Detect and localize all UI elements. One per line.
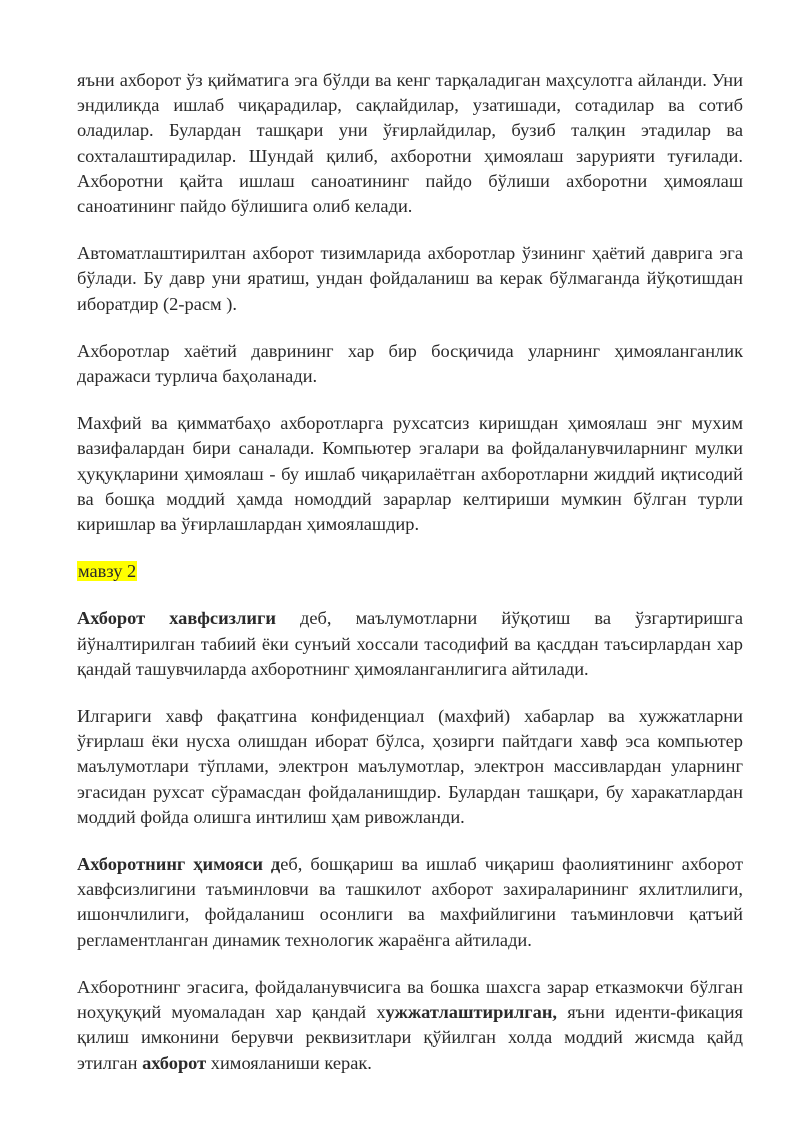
paragraph-8-text-c: химояланиши керак. — [206, 1052, 372, 1073]
paragraph-8-text-a: Ахборотнинг эгасига, фойдаланувчисига ва бошка шахсга зарар етказмокчи бўлган ноҳуқуқий муомаладан хар қандай х — [77, 976, 743, 1023]
paragraph-5-text: деб, маълумотларни йўқотиш ва ўзгартиришга йўналтирилган табиий ёки сунъий хоссали тасодифий ва қасддан таъсирлардан хар қандай ташувчиларда ахборотнинг ҳимояланганлигига айтилади. — [77, 608, 743, 679]
paragraph-8 — [77, 975, 743, 1076]
paragraph-2: Автоматлаштирилтан ахборот тизимларида ахборотлар ўзининг ҳаётий даврига эга бўлади. Бу давр уни яратиш, ундан фойдаланиш ва керак бўлмаганда йўқотишдан иборатдир (2-расм ). — [77, 243, 743, 314]
highlighted-heading: мавзу 2 — [78, 561, 137, 582]
section-heading — [77, 559, 743, 584]
paragraph-4: Махфий ва қимматбаҳо ахборотларга рухсатсиз киришдан ҳимоялаш энг мухим вазифалардан бири саналади. Компьютер эгалари ва фойдаланувчиларнинг мулки ҳуқуқларини ҳимоялаш - бу ишлаб чиқарилаётган ахборотларни жиддий иқтисодий ва бошқа моддий ҳамда номоддий зарарлар келтириши мумкин бўлган турли киришлар ва ўғирлашлардан ҳимоялашдир. — [77, 413, 743, 535]
term-information: ахборот — [142, 1052, 207, 1073]
paragraph-7-text: еб, бошқариш ва ишлаб чиқариш фаолиятининг ахборот хавфсизлигини таъминловчи ва ташкилот ахборот захираларининг яхлитлилиги, ишончлилиги, фойдаланиш осонлиги ва махфийлигини таъминловчи қатъий регламентланган динамик технологик жараёнга айтилади. — [77, 854, 744, 950]
paragraph-3: Ахборотлар хаётий даврининг хар бир босқичида уларнинг ҳимояланганлик даражаси турлича баҳоланади. — [77, 340, 743, 387]
term-info-security: Ахборот хавфсизлиги — [77, 608, 276, 629]
paragraph-6: Илгариги хавф фақатгина конфиденциал (махфий) хабарлар ва хужжатларни ўғирлаш ёки нусха олишдан иборат бўлса, ҳозирги пайтдаги хавф эса компьютер маълумотлари тўплами, электрон маълумотлар, электрон массивлардан уларнинг эгасидан рухсат сўрамасдан фойдаланишдир. Булардан ташқари, бу харакатлардан моддий фойда олишга интилиш ҳам ривожланди. — [77, 706, 743, 827]
paragraph-7 — [77, 852, 743, 953]
paragraph-1: яъни ахборот ўз қийматига эга бўлди ва кенг тарқаладиган маҳсулотга айланди. Уни эндиликда ишлаб чиқарадилар, сақлайдилар, узатишади, сотадилар ва сотиб оладилар. Булардан ташқари уни ўғирлайдилар, бузиб талқин этадилар ва сохталаштирадилар. Шундай қилиб, ахборотни ҳимоялаш зарурияти туғилади. Ахборотни қайта ишлаш саноатининг пайдо бўлиши ахборотни ҳимоялаш саноатининг пайдо бўлишига олиб келади. — [77, 70, 743, 217]
term-info-protection: Ахборотнинг ҳимояси д — [77, 854, 281, 875]
paragraph-5 — [77, 606, 743, 682]
term-documented: ужжатлаштирилган, — [385, 1002, 558, 1023]
paragraph-8-text-b: яъни иденти-фикация қилиш имконини берувчи реквизитлари қўйилган холда моддий жисмда қайд этилган — [77, 1002, 743, 1073]
